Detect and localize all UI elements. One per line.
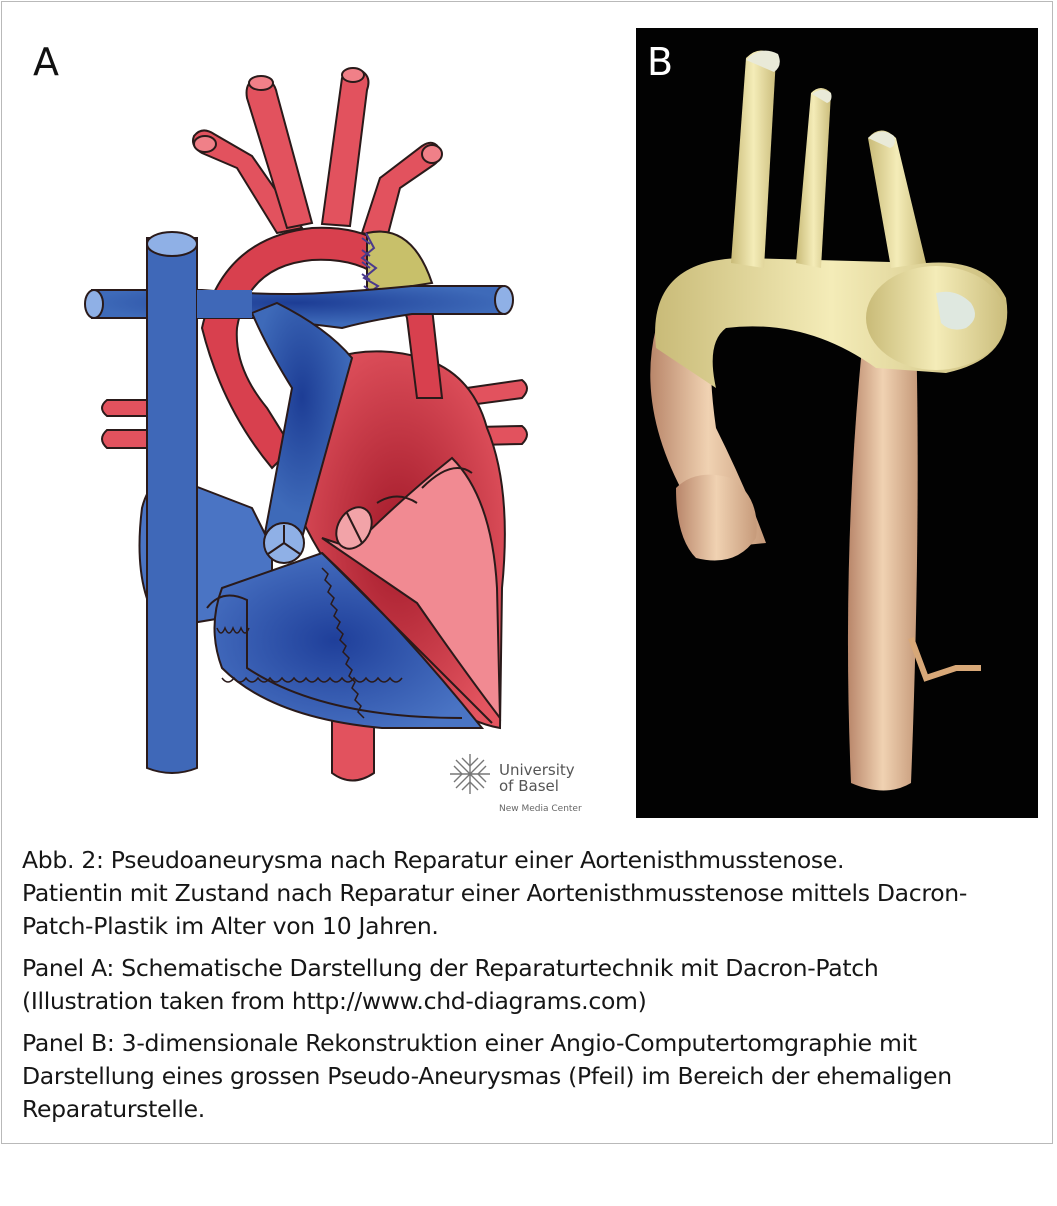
caption-line-3: Patch-Plastik im Alter von 10 Jahren. bbox=[22, 912, 439, 940]
panel-b-label: B bbox=[647, 40, 674, 84]
head-vessel-3 bbox=[322, 69, 368, 226]
caption-panel-b-1: Panel B: 3-dimensionale Rekonstruktion einer Angio-Computertomgraphie mit bbox=[22, 1029, 917, 1057]
pseudo-aneurysm-3d bbox=[866, 266, 1006, 370]
caption-panel-b-3: Reparaturstelle. bbox=[22, 1095, 205, 1123]
caption-panel-b-2: Darstellung eines grossen Pseudo-Aneurysmas (Pfeil) im Bereich der ehemaligen bbox=[22, 1062, 952, 1090]
head-vessel-3d-2 bbox=[796, 88, 831, 268]
caption-title: Abb. 2: Pseudoaneurysma nach Reparatur einer Aortenisthmusstenose. bbox=[22, 846, 845, 874]
caption-panel-a-2: (Illustration taken from http://www.chd-diagrams.com) bbox=[22, 987, 647, 1015]
descending-aorta-3d bbox=[848, 328, 918, 791]
dacron-patch bbox=[367, 232, 432, 293]
panel-a-label: A bbox=[33, 40, 59, 84]
vena-cava bbox=[147, 238, 197, 773]
aorta-3d-render bbox=[636, 28, 1038, 818]
head-vessel-2 bbox=[247, 78, 312, 228]
head-vessel-3d-1 bbox=[731, 51, 776, 269]
heart-diagram bbox=[22, 28, 612, 828]
logo-text-university: University bbox=[499, 761, 575, 779]
logo-text-basel: of Basel bbox=[499, 777, 559, 795]
head-vessel-3d-3 bbox=[868, 131, 926, 269]
basel-star-icon bbox=[448, 752, 492, 796]
panel-a-illustration bbox=[22, 28, 612, 828]
panel-b-ct-reconstruction bbox=[636, 28, 1038, 818]
figure-caption bbox=[22, 844, 1042, 1135]
figure-frame bbox=[1, 1, 1053, 1144]
logo-text-media-center: New Media Center bbox=[499, 804, 582, 814]
caption-panel-a-1: Panel A: Schematische Darstellung der Reparaturtechnik mit Dacron-Patch bbox=[22, 954, 879, 982]
caption-line-2: Patientin mit Zustand nach Reparatur einer Aortenisthmusstenose mittels Dacron- bbox=[22, 879, 968, 907]
university-logo bbox=[448, 748, 608, 818]
